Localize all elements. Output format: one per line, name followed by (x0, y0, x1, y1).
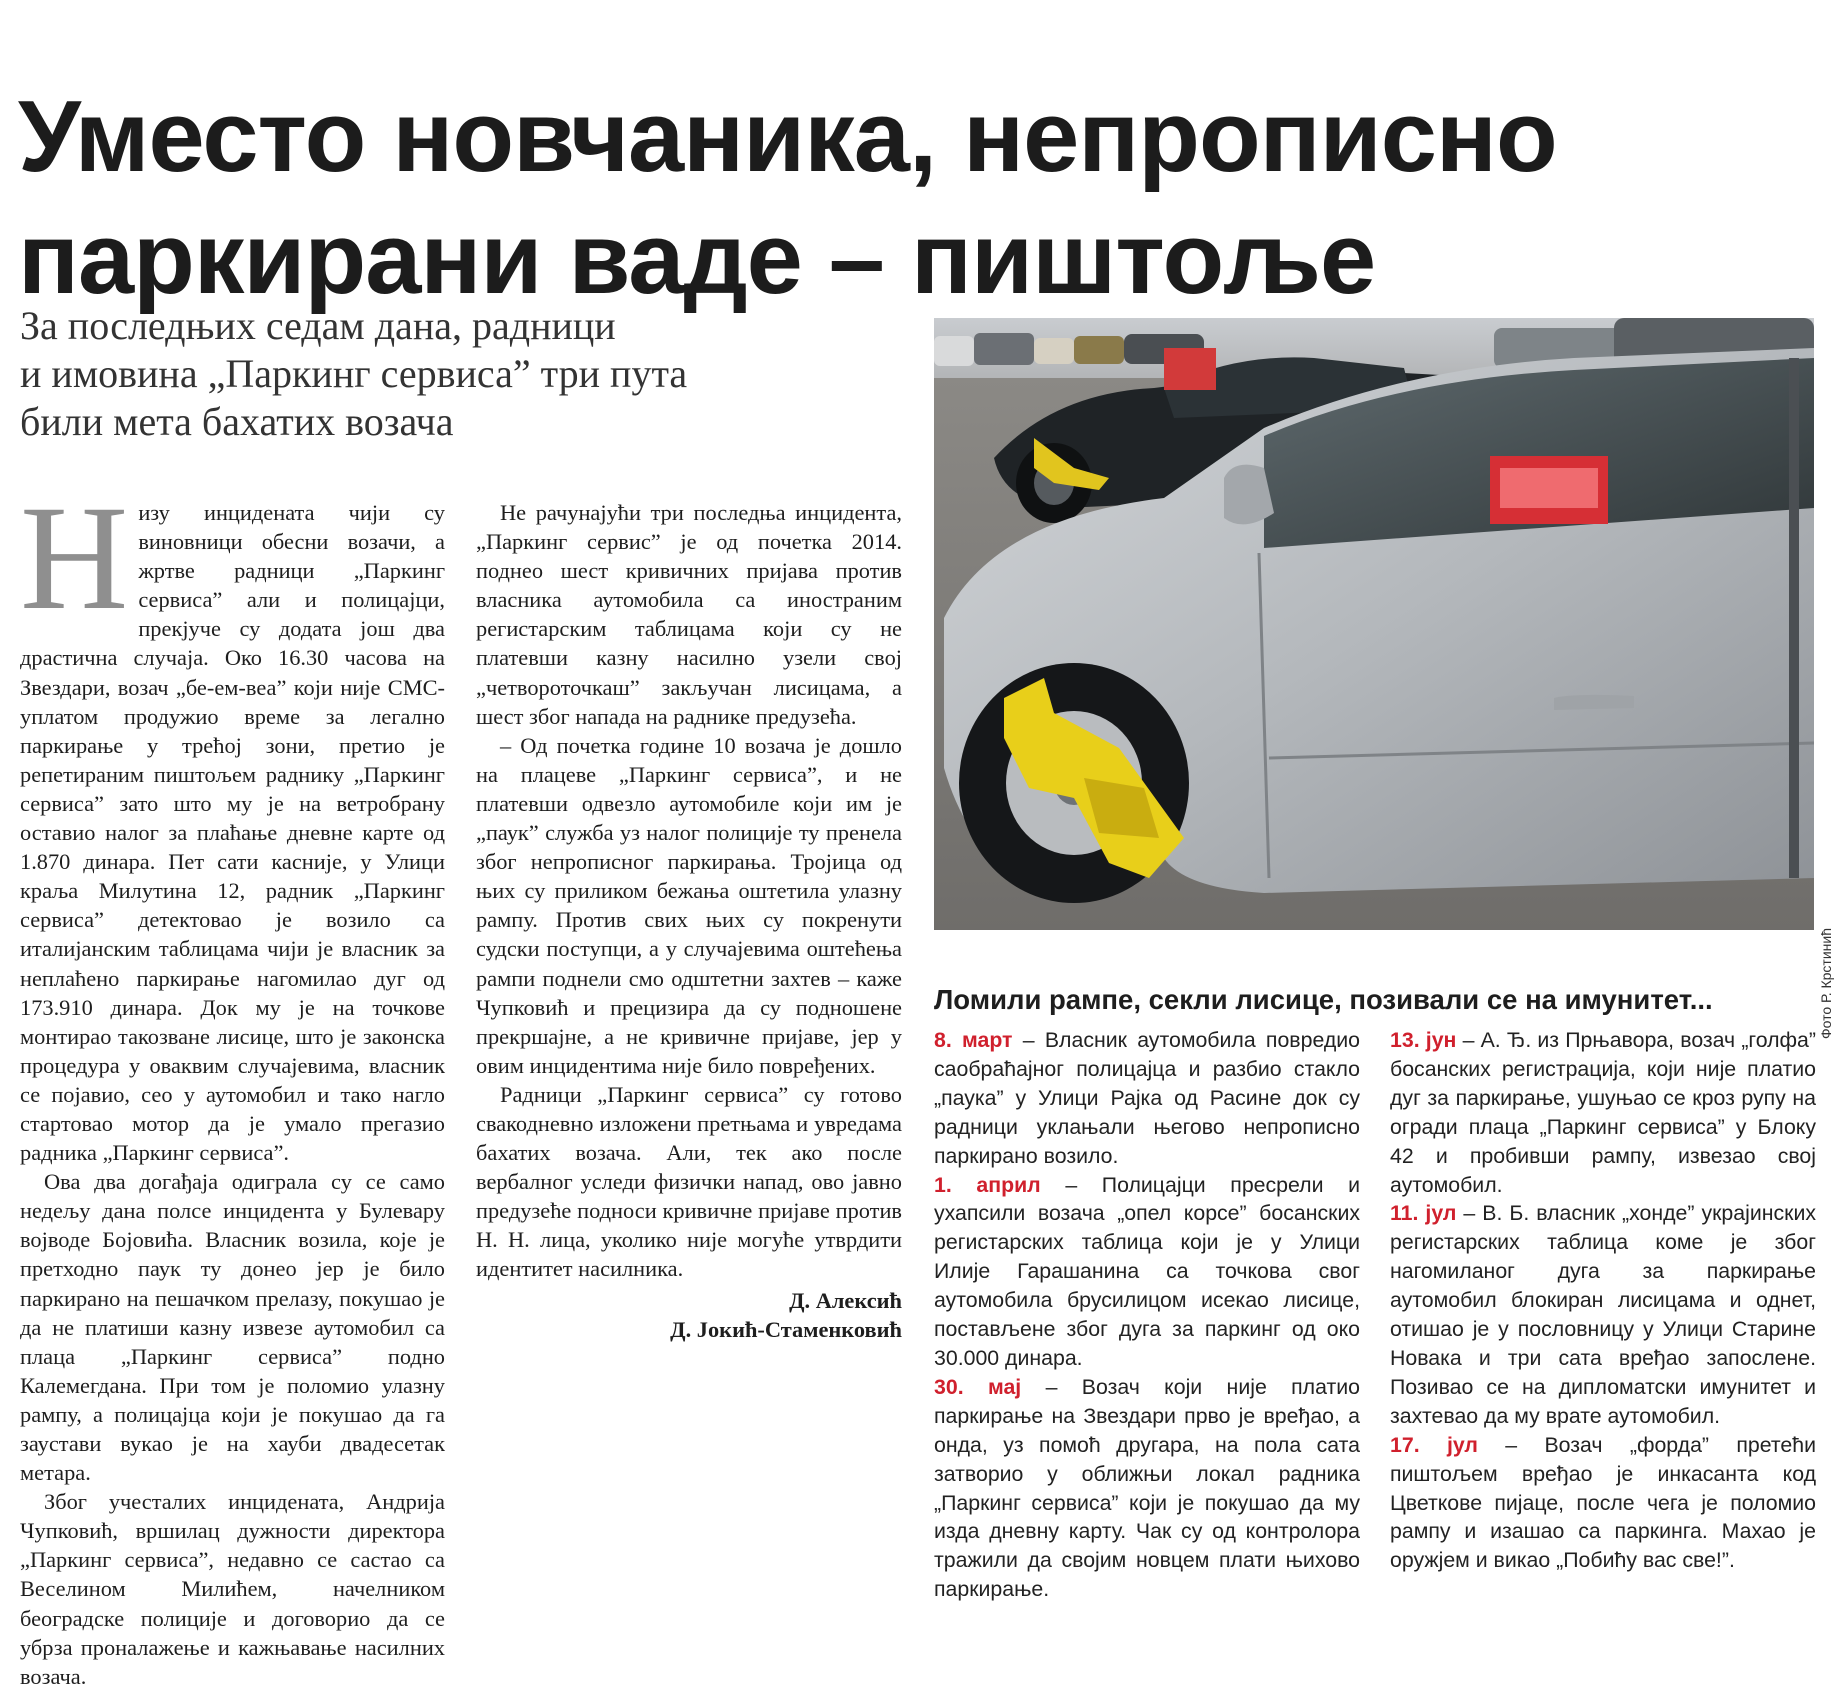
entry-text: – Полицајци пресрели и ухапсили возача „опел корсе” босанских регистарских таблица који је у Улици Илије Гарашанина са точкова свог аутомобила брусилицом исекао лисице, постављене због дуга за паркинг од око 30.000 динара. (934, 1172, 1360, 1370)
entry-text: – Возач „форда” претећи пиштољем вређао је инкасанта код Цветкове пијаце, после чега је поломио рампу и изашао са паркинга. Махао је оружјем и викао „Побићу вас све!”. (1390, 1432, 1816, 1573)
sidebar-column-2 (1390, 1026, 1816, 1575)
entry-date: 11. јул (1390, 1201, 1457, 1226)
article-paragraph: Ова два догађаја одиграла су се само недељу дана полсе инцидента у Булевару војводе Бојовића. Власник возила, које је претходно паук ту донео јер је било паркирано на пешачком прелазу, покушао је да не платиши казну извезе аутомобил са плаца „Паркинг сервиса” подно Калемегдана. При том је поломио улазну рампу, а полицајца који је покушао да га заустави вукао је на хауби двадесетак метара. (20, 1169, 445, 1486)
byline (476, 1286, 902, 1344)
deck-line-1: За последњих седам дана, радници (20, 303, 616, 348)
sidebar-entry (1390, 1199, 1816, 1430)
article-paragraph: Не рачунајући три последња инцидента, „Паркинг сервис” је од почетка 2014. поднео шест кривичних пријава против власника аутомобила са иностраним регистарским таблицама који су не платевши казну насилно узели свој „четвороточкаш” закључан лисицама, а шест због напада на раднике предузећа. (476, 500, 902, 729)
article-paragraph: – Од почетка године 10 возача је дошло на плацеве „Паркинг сервиса”, и не платевши одвезло аутомобиле који им је „паук” служба уз налог полиције ту пренела због непрописног паркирања. Тројица од њих су приликом бежања оштетила улазну рампу. Против свих њих су покренути судски поступци, а у случајевима оштећења рампи поднели смо одштетни захтев – каже Чупковић и прецизира да су подношене прекршајне, а не кривичне пријаве, јер у овим инцидентима није било повређених. (476, 732, 902, 1078)
article-column-2 (476, 498, 902, 1344)
article-paragraph: Радници „Паркинг сервиса” су готово свакодневно изложени претњама и увредама бахатих возача. Али, тек ако после вербалног уследи физички напад, ово јавно предузеће подноси кривичне пријаве против Н. Н. лица, уколико није могуће утврдити идентитет насилника. (476, 1081, 902, 1282)
entry-date: 8. март (934, 1028, 1013, 1052)
sidebar-entry (934, 1026, 1360, 1171)
headline-line-1: Уместо новчаника, непрописно (18, 80, 1557, 193)
headline (18, 76, 1828, 320)
photo-credit: Фото Р. Крстинић (1818, 928, 1834, 1040)
deck-subheadline (20, 302, 920, 446)
entry-date: 1. април (934, 1172, 1041, 1197)
article-photo (934, 318, 1814, 930)
deck-line-3: били мета бахатих возача (20, 399, 454, 444)
entry-date: 13. јун (1390, 1028, 1457, 1052)
entry-date: 17. јул (1390, 1432, 1478, 1457)
article-column-1 (20, 475, 445, 1691)
deck-line-2: и имовина „Паркинг сервиса” три пута (20, 351, 688, 396)
sidebar-title: Ломили рампе, секли лисице, позивали се на имунитет... (934, 983, 1713, 1015)
sidebar-entry (934, 1171, 1360, 1373)
sidebar-entry (1390, 1431, 1816, 1576)
entry-text: – Власник аутомобила повредио саобраћајног полицајца и разбио стакло „паука” у Улици Рајка од Расине док су радници уклањали његово непрописно паркирано возило. (934, 1028, 1361, 1168)
author-name: Д. Јокић-Стаменковић (670, 1316, 902, 1342)
author-name: Д. Алексић (789, 1287, 902, 1313)
article-paragraph (20, 475, 445, 1167)
parked-cars-with-wheel-clamps-image (934, 318, 1814, 930)
entry-text: – В. Б. власник „хонде” украјинских регистарских таблица коме је због нагомиланог дуга за паркирање аутомобил блокиран лисицама и однет, отишао је у пословницу у Улици Старине Новака и три сата вређао запослене. Позивао се на дипломатски имунитет и захтевао да му врате аутомобил. (1390, 1201, 1816, 1428)
sidebar-entry (934, 1373, 1360, 1604)
article-paragraph-text: изу инцидената чији су виновници обесни возачи, а жртве радници „Паркинг сервиса” али и полицајци, прекјуче су додата још два драстична случаја. Око 16.30 часова на Звездари, возач „бе-ем-веа” који није СМС-уплатом продужио време за легално паркирање у трећој зони, претио је репетираним пиштољем раднику „Паркинг сервиса” зато што му је на ветробрану оставио налог за плаћање дневне карте од 1.870 динара. Пет сати касније, у Улици краља Милутина 12, радник „Паркинг сервиса” детектовао је возило са италијанским таблицама чији је власник за неплаћено паркирање нагомилао дуг од 173.910 динара. Док му је на точкове монтирао такозване лисице, што је законска процедура у оваквим случајевима, власник се појавио, сео у аутомобил и тако нагло стартовао мотор да је умало прегазио радника „Паркинг сервиса”. (20, 500, 445, 1166)
headline-line-2: паркирани ваде – пиштоље (18, 202, 1376, 315)
entry-text: – А. Ђ. из Прњавора, возач „голфа” босанских регистрација, који није платио дуг за паркирање, ушуњао се кроз рупу на огради плаца „Паркинг сервиса” у Блоку 42 и пробивши рампу, извезао свој аутомобил. (1390, 1028, 1816, 1197)
article-paragraph: Због учесталих инцидената, Андрија Чупковић, вршилац дужности директора „Паркинг сервиса”, недавно се састао са Веселином Милићем, начелником београдске полиције и договорио да се убрза проналажење и кажњавање насилних возача. (20, 1489, 445, 1689)
drop-cap: Н (20, 475, 129, 641)
entry-date: 30. мај (934, 1374, 1022, 1399)
sidebar-entry (1390, 1026, 1816, 1199)
entry-text: – Возач који није платио паркирање на Звездари прво је вређао, а онда, уз помоћ другара, на пола сата затворио у оближњи локал радника „Паркинг сервиса” који је покушао да му изда дневну карту. Чак су од контролора тражили да својим новцем плати њихово паркирање. (934, 1374, 1360, 1602)
sidebar-column-1 (934, 1026, 1360, 1604)
